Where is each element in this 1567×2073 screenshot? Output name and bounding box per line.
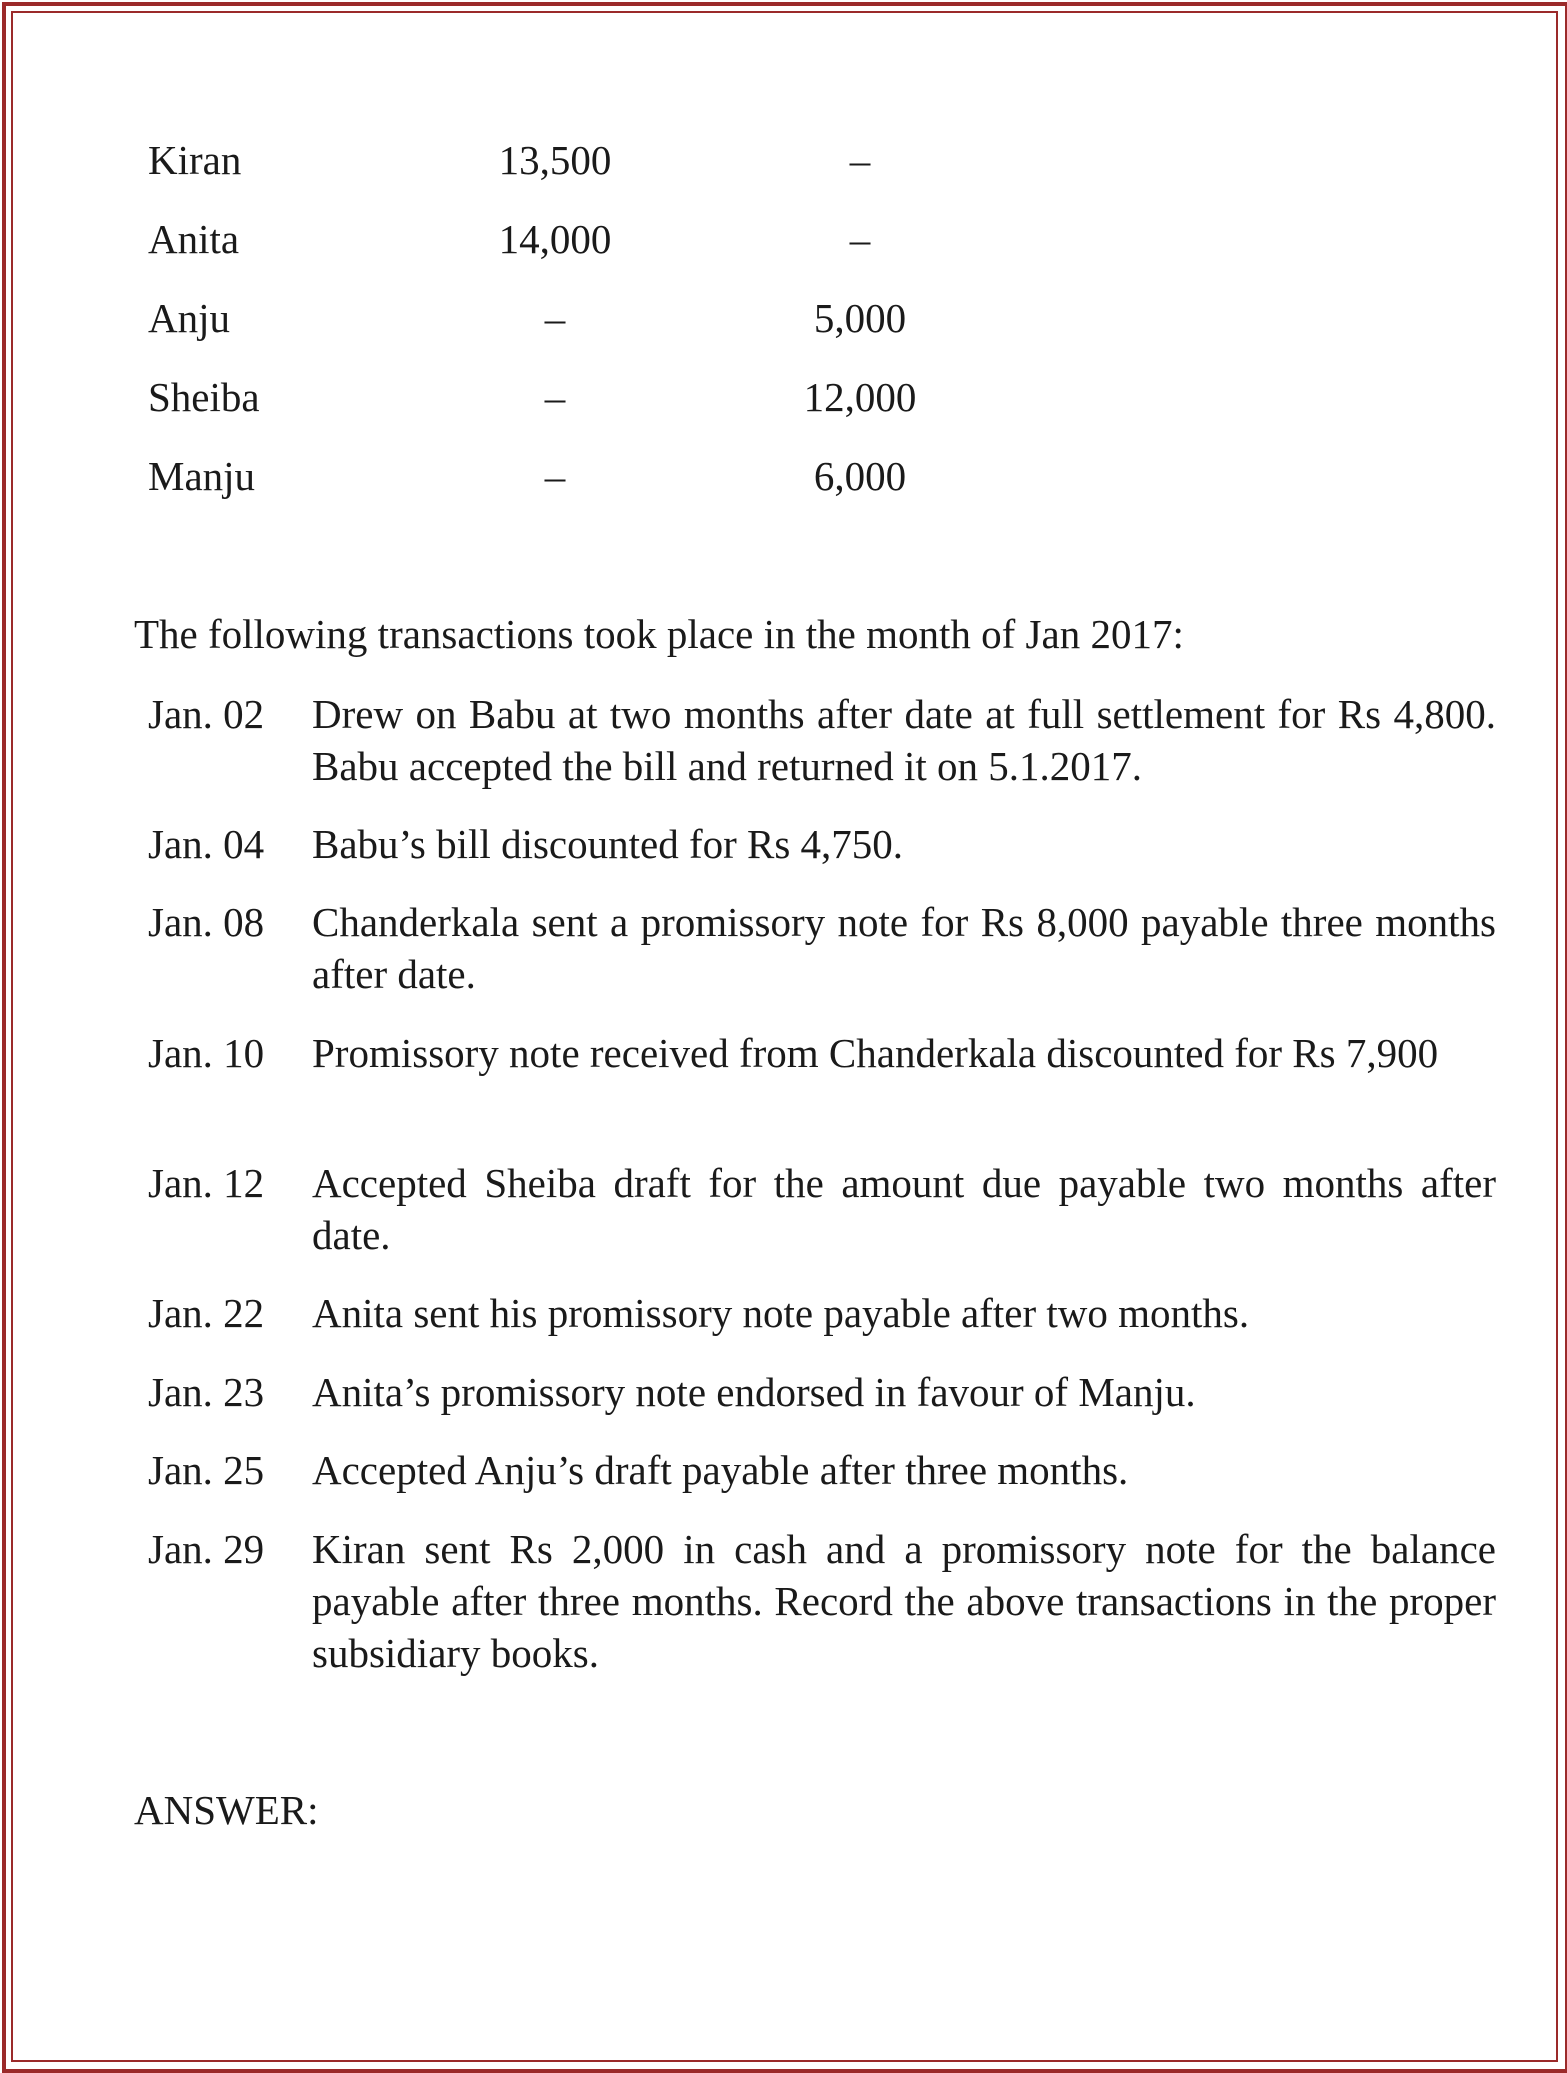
balance-name: Anita	[148, 216, 240, 262]
balance-debit: –	[544, 453, 566, 499]
balance-name: Anju	[148, 295, 230, 341]
balance-debit: –	[544, 295, 566, 341]
transaction-text: Chanderkala sent a promissory note for Rs 8,000 payable three months after date.	[312, 899, 1496, 997]
balance-name: Kiran	[148, 137, 242, 183]
transaction-date: Jan. 10	[148, 1030, 265, 1076]
transaction-date: Jan. 22	[148, 1290, 265, 1336]
balance-name: Sheiba	[148, 374, 260, 420]
transaction-date: Jan. 04	[148, 821, 265, 867]
transaction-text: Kiran sent Rs 2,000 in cash and a promissory note for the balance payable after three months. Record the above transactions in the proper subsidiary books.	[312, 1526, 1496, 1676]
balance-credit: 6,000	[813, 453, 907, 499]
transaction-date: Jan. 02	[148, 691, 265, 737]
transaction-text: Anita’s promissory note endorsed in favour of Manju.	[312, 1369, 1196, 1415]
balance-credit: 12,000	[803, 374, 917, 420]
answer-label: ANSWER:	[134, 1787, 319, 1833]
transaction-date: Jan. 12	[148, 1160, 265, 1206]
transaction-date: Jan. 29	[148, 1526, 265, 1572]
transaction-text: Drew on Babu at two months after date at full settlement for Rs 4,800. Babu accepted the bill and returned it on 5.1.2017.	[312, 691, 1496, 789]
balance-row	[0, 288, 1567, 348]
transaction-date: Jan. 25	[148, 1447, 265, 1493]
balance-credit: –	[849, 137, 871, 183]
balance-name: Manju	[148, 453, 256, 499]
balance-debit: 13,500	[498, 137, 612, 183]
balance-row	[0, 446, 1567, 506]
transaction-text: Accepted Anju’s draft payable after three months.	[312, 1447, 1129, 1493]
transaction-text: Accepted Sheiba draft for the amount due payable two months after date.	[312, 1160, 1496, 1258]
transaction-text: Promissory note received from Chanderkala discounted for Rs 7,900	[312, 1030, 1439, 1076]
balance-row	[0, 130, 1567, 190]
balance-credit: –	[849, 216, 871, 262]
transactions-intro: The following transactions took place in the month of Jan 2017:	[134, 611, 1184, 657]
transaction-text: Babu’s bill discounted for Rs 4,750.	[312, 821, 904, 867]
balance-debit: 14,000	[498, 216, 612, 262]
transaction-date: Jan. 08	[148, 899, 265, 945]
transaction-text: Anita sent his promissory note payable after two months.	[312, 1290, 1250, 1336]
balance-credit: 5,000	[813, 295, 907, 341]
transaction-date: Jan. 23	[148, 1369, 265, 1415]
balance-debit: –	[544, 374, 566, 420]
balance-row	[0, 209, 1567, 269]
balance-row	[0, 367, 1567, 427]
